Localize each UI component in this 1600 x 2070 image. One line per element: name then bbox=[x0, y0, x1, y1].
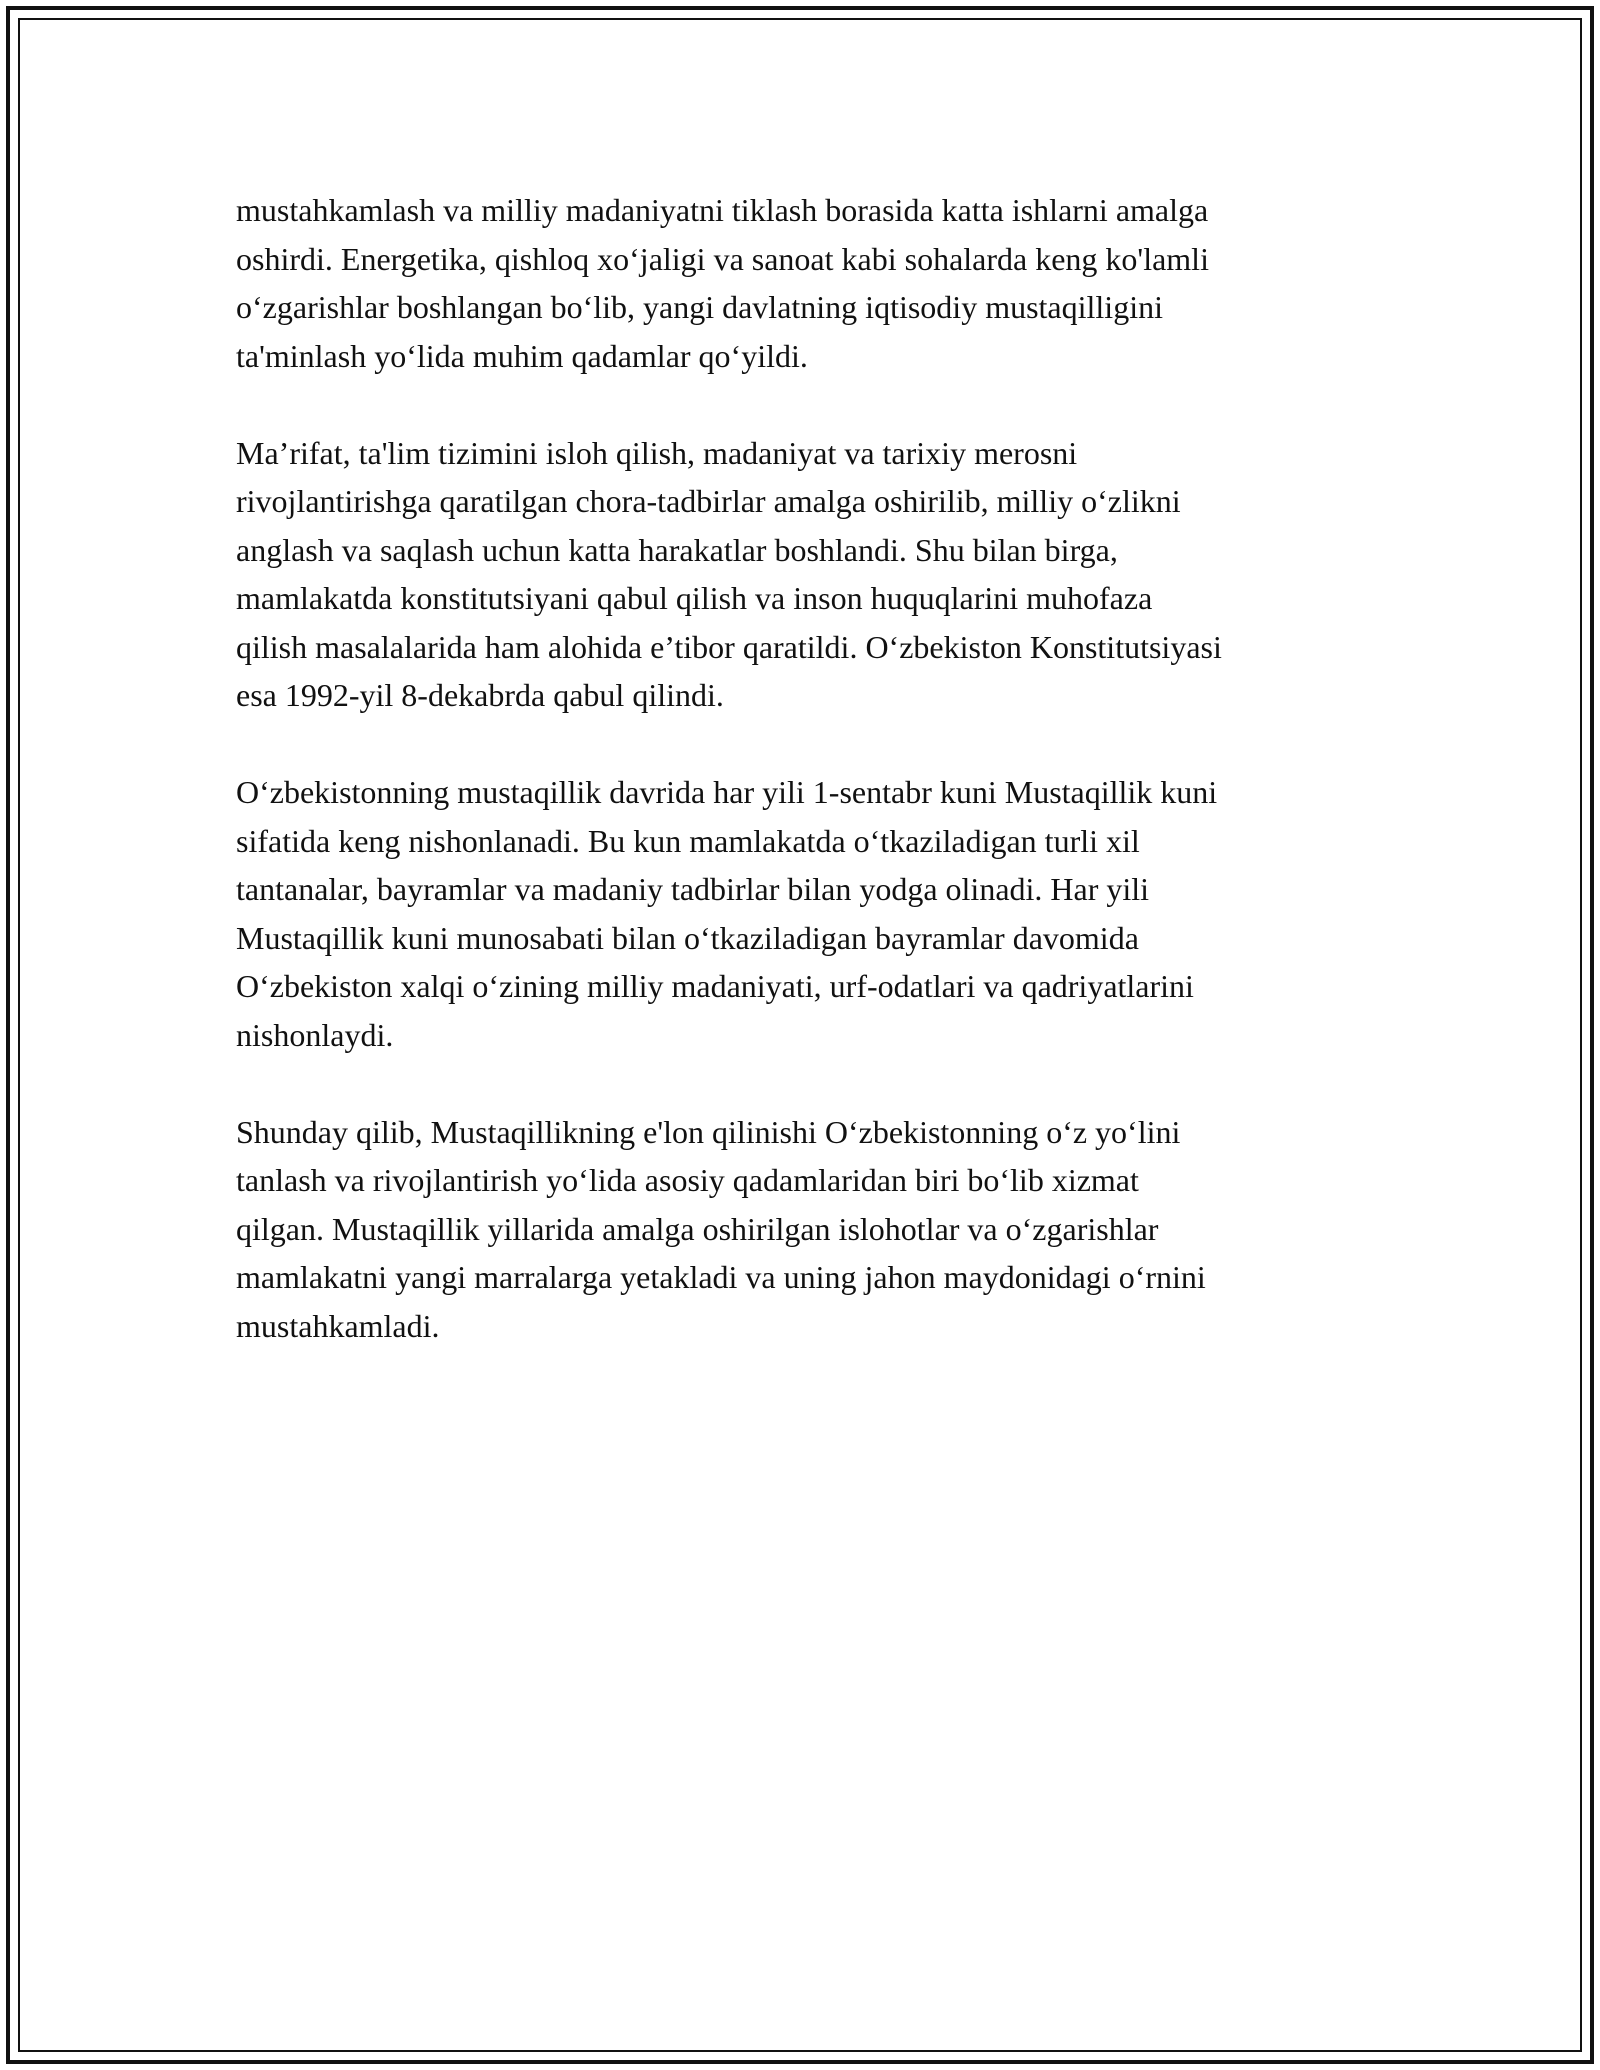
text-line: Shunday qilib, Mustaqillikning e'lon qilinishi O‘zbekistonning o‘z yo‘lini bbox=[236, 1113, 1181, 1150]
paragraph-2 bbox=[236, 429, 1386, 720]
text-line: oshirdi. Energetika, qishloq xo‘jaligi va sanoat kabi sohalarda keng ko'lamli bbox=[236, 240, 1209, 277]
text-line: Ma’rifat, ta'lim tizimini isloh qilish, madaniyat va tarixiy merosni bbox=[236, 434, 1078, 471]
text-line: ta'minlash yo‘lida muhim qadamlar qo‘yildi. bbox=[236, 337, 808, 374]
document-body bbox=[236, 186, 1386, 1399]
text-line: rivojlantirishga qaratilgan chora-tadbirlar amalga oshirilib, milliy o‘zlikni bbox=[236, 483, 1181, 519]
text-line: Mustaqillik kuni munosabati bilan o‘tkaziladigan bayramlar davomida bbox=[236, 919, 1139, 956]
text-line: sifatida keng nishonlanadi. Bu kun mamlakatda o‘tkaziladigan turli xil bbox=[236, 822, 1140, 859]
text-line: anglash va saqlash uchun katta harakatlar boshlandi. Shu bilan birga, bbox=[236, 531, 1118, 568]
paragraph-3 bbox=[236, 768, 1386, 1059]
paragraph-4 bbox=[236, 1108, 1386, 1351]
text-line: O‘zbekiston xalqi o‘zining milliy madaniyati, urf-odatlari va qadriyatlarini bbox=[236, 968, 1194, 1004]
text-line: qilish masalalarida ham alohida e’tibor qaratildi. O‘zbekiston Konstitutsiyasi bbox=[236, 628, 1222, 665]
text-line: esa 1992-yil 8-dekabrda qabul qilindi. bbox=[236, 677, 724, 713]
text-line: mustahkamlash va milliy madaniyatni tiklash borasida katta ishlarni amalga bbox=[236, 192, 1209, 228]
text-line: nishonlaydi. bbox=[236, 1016, 394, 1053]
text-line: O‘zbekistonning mustaqillik davrida har yili 1-sentabr kuni Mustaqillik kuni bbox=[236, 774, 1218, 810]
text-line: o‘zgarishlar boshlangan bo‘lib, yangi davlatning iqtisodiy mustaqilligini bbox=[236, 289, 1163, 325]
text-line: mamlakatni yangi marralarga yetakladi va uning jahon maydonidagi o‘rnini bbox=[236, 1259, 1206, 1295]
text-line: mamlakatda konstitutsiyani qabul qilish va inson huquqlarini muhofaza bbox=[236, 580, 1153, 616]
paragraph-1 bbox=[236, 186, 1386, 380]
text-line: tantanalar, bayramlar va madaniy tadbirlar bilan yodga olinadi. Har yili bbox=[236, 871, 1150, 907]
text-line: qilgan. Mustaqillik yillarida amalga oshirilgan islohotlar va o‘zgarishlar bbox=[236, 1210, 1159, 1247]
text-line: mustahkamladi. bbox=[236, 1307, 440, 1344]
text-line: tanlash va rivojlantirish yo‘lida asosiy qadamlaridan biri bo‘lib xizmat bbox=[236, 1162, 1139, 1198]
